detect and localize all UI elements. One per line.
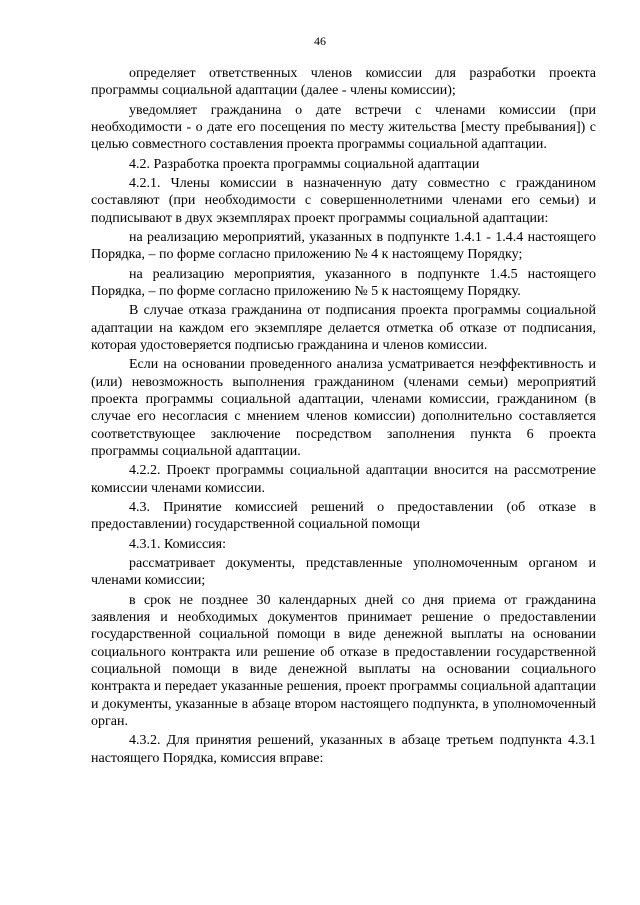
paragraph: Если на основании проведенного анализа усматривается неэффективность и (или) невозможность выполнения гражданином (членами семьи) мероприятий проекта программы социальной адаптации, членами комиссии, гражданином (в случае его несогласия с мнением членов комиссии) дополнительно составляется соответствующее заключение посредством заполнения пункта 6 проекта программы социальной адаптации. <box>91 357 596 459</box>
paragraph: на реализацию мероприятий, указанных в подпункте 1.4.1 - 1.4.4 настоящего Порядка, – по форме согласно приложению № 4 к настоящему Порядку; <box>91 230 596 263</box>
section-heading: 4.3. Принятие комиссией решений о предоставлении (об отказе в предоставлении) государственной социальной помощи <box>91 499 596 533</box>
page-number: 46 <box>314 34 326 48</box>
paragraph: 4.2.2. Проект программы социальной адаптации вносится на рассмотрение комиссии членами комиссии. <box>91 463 596 496</box>
paragraph: 4.3.2. Для принятия решений, указанных в абзаце третьем подпункта 4.3.1 настоящего Порядка, комиссия вправе: <box>91 733 596 766</box>
document-body <box>91 65 596 769</box>
paragraph: на реализацию мероприятия, указанного в подпункте 1.4.5 настоящего Порядка, – по форме согласно приложению № 5 к настоящему Порядку. <box>91 266 596 300</box>
paragraph: 4.2.1. Члены комиссии в назначенную дату совместно с гражданином составляют (при необходимости с совершеннолетними членами его семьи) и подписывают в двух экземплярах проект программы социальной адаптации: <box>91 176 596 226</box>
paragraph: В случае отказа гражданина от подписания проекта программы социальной адаптации на каждом его экземпляре делается отметка об отказе от подписания, которая удостоверяется подписью гражданина и членов комиссии. <box>91 303 596 354</box>
paragraph: определяет ответственных членов комиссии для разработки проекта программы социальной адаптации (далее - члены комиссии); <box>91 66 596 99</box>
paragraph: уведомляет гражданина о дате встречи с членами комиссии (при необходимости - о дате его посещения по месту жительства [месту пребывания]) с целью совместного составления проекта программы социальной адаптации. <box>91 102 596 153</box>
paragraph: в срок не позднее 30 календарных дней со дня приема от гражданина заявления и необходимых документов принимает решение о предоставлении государственной социальной помощи в виде денежной выплаты на основании социального контракта или решение об отказе в предоставлении государственной социальной помощи в виде денежной выплаты на основании социального контракта и передает указанные решения, проект программы социальной адаптации и документы, указанные в абзаце втором настоящего подпункта, в уполномоченный орган. <box>91 592 596 729</box>
paragraph: рассматривает документы, представленные уполномоченным органом и членами комиссии; <box>91 556 596 589</box>
paragraph: 4.3.1. Комиссия: <box>129 536 226 552</box>
section-heading: 4.2. Разработка проекта программы социальной адаптации <box>129 156 480 172</box>
